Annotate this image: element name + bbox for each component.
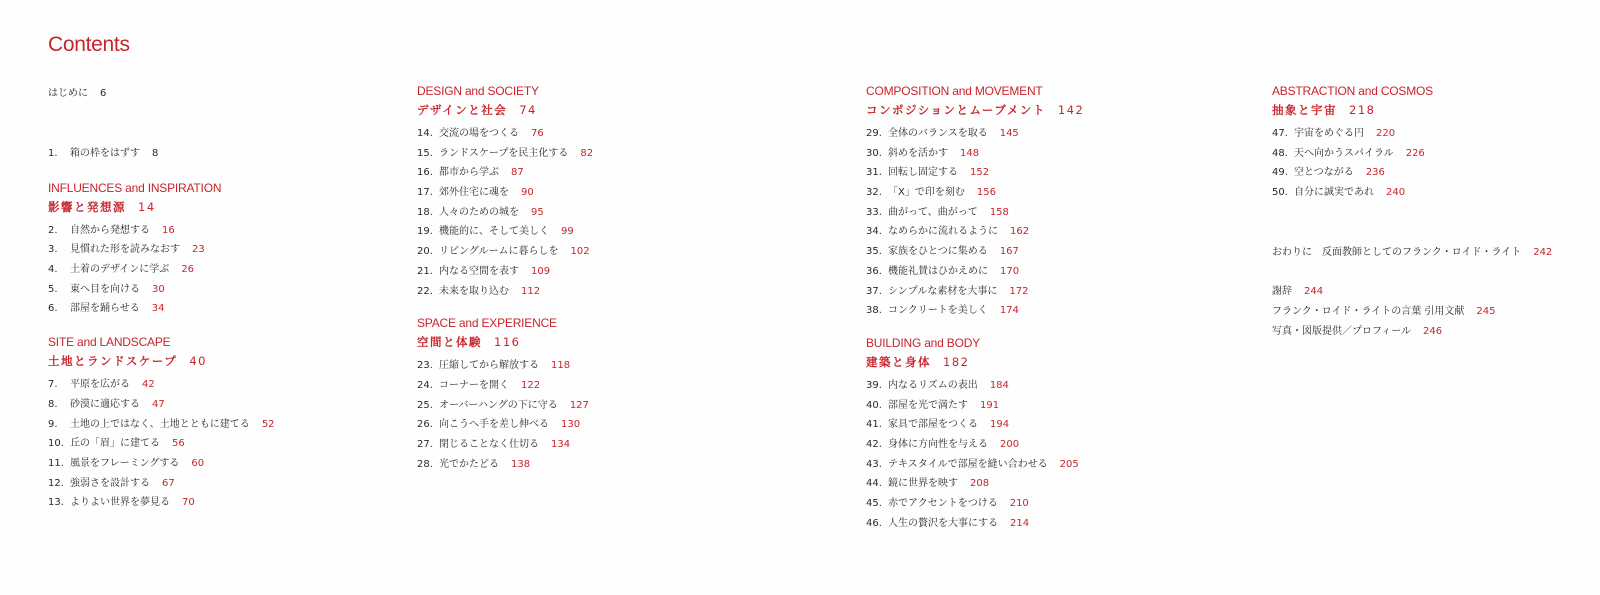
toc-entry[interactable] <box>1272 183 1552 203</box>
toc-entry[interactable] <box>866 435 1084 455</box>
entry-text: 丘の「眉」に建てる <box>70 438 160 450</box>
entry-page: 8 <box>152 148 159 159</box>
toc-entry[interactable] <box>866 514 1084 534</box>
toc-column-3 <box>866 84 1084 533</box>
toc-entry[interactable] <box>417 435 593 455</box>
section-title-jp[interactable]: 影響と発想源 14 <box>48 199 156 214</box>
entry-page: 60 <box>191 457 205 469</box>
toc-entry[interactable] <box>417 242 593 262</box>
toc-entry[interactable] <box>866 163 1084 183</box>
toc-entry[interactable] <box>866 144 1084 164</box>
entry-text: よりよい世界を夢見る <box>70 497 170 509</box>
entry-page: 102 <box>570 246 590 258</box>
entry-text: 「X」で印を刻む <box>888 187 965 199</box>
entry-page: 236 <box>1365 167 1385 179</box>
section-page: 182 <box>943 354 970 369</box>
entry-text: 見慣れた形を読みなおす <box>70 244 180 256</box>
entry-page: 184 <box>989 379 1009 391</box>
entry-number: 11. <box>48 457 64 469</box>
entry-number: 2. <box>48 224 58 236</box>
entry-number: 40. <box>866 399 882 411</box>
toc-entry[interactable] <box>417 356 593 376</box>
entry-number: 34. <box>866 226 882 238</box>
entry-text: 風景をフレーミングする <box>70 457 180 469</box>
entry-number: 50. <box>1272 187 1288 199</box>
entry-number: 28. <box>417 458 433 470</box>
entry-page: 47 <box>152 398 165 410</box>
entry-text: 人々のための城を <box>439 206 519 218</box>
entry-text: 斜めを活かす <box>888 147 948 159</box>
toc-column-4 <box>1272 84 1552 342</box>
entry-text: 回転し固定する <box>888 167 958 179</box>
entry-page: 109 <box>531 265 551 277</box>
toc-section <box>1272 84 1552 203</box>
entry-page: 118 <box>551 360 571 372</box>
toc-column-2 <box>417 84 593 474</box>
entry-number: 6. <box>48 303 58 315</box>
entry-number: 24. <box>417 379 433 391</box>
toc-entry[interactable] <box>48 240 275 260</box>
entry-page: 162 <box>1010 226 1030 238</box>
entry-number: 10. <box>48 438 64 450</box>
entry-text: 向こうへ手を差し伸べる <box>439 419 549 431</box>
entry-text: 機能礼賛はひかえめに <box>888 265 988 277</box>
entry-text: テキスタイルで部屋を縫い合わせる <box>888 458 1048 470</box>
page-title: Contents <box>48 33 130 56</box>
entry-page: 6 <box>100 88 107 99</box>
toc-entry[interactable] <box>48 260 275 280</box>
toc-entry[interactable] <box>417 124 593 144</box>
entry-page: 16 <box>162 224 175 236</box>
toc-entry[interactable] <box>48 375 275 395</box>
entry-text: 身体に方向性を与える <box>888 438 988 450</box>
entry-text: 宇宙をめぐる円 <box>1294 128 1364 139</box>
toc-entry[interactable] <box>866 262 1084 282</box>
entry-text: 家族をひとつに集める <box>888 246 988 258</box>
entry-text: 砂漠に適応する <box>70 398 140 410</box>
toc-entry-credits[interactable] <box>1272 322 1552 342</box>
section-title-en: INFLUENCES and INSPIRATION <box>48 180 222 195</box>
entry-page: 138 <box>511 458 531 470</box>
toc-entry[interactable] <box>866 376 1084 396</box>
entry-text: 圧縮してから解放する <box>439 360 539 372</box>
entry-number: 45. <box>866 498 882 509</box>
entry-text: 天へ向かうスパイラル <box>1294 147 1394 159</box>
entry-text: 自分に誠実であれ <box>1294 187 1374 199</box>
entry-text: なめらかに流れるように <box>888 226 998 238</box>
section-title-jp[interactable]: 抽象と宇宙 218 <box>1272 103 1376 117</box>
entry-number: 49. <box>1272 167 1288 179</box>
entry-number: 9. <box>48 418 58 430</box>
toc-entry[interactable] <box>417 222 593 242</box>
toc-entry[interactable] <box>417 376 593 396</box>
entry-number: 22. <box>417 285 433 297</box>
entry-text: 郊外住宅に魂を <box>439 187 509 199</box>
toc-entry[interactable] <box>417 455 593 475</box>
toc-entry[interactable] <box>48 474 275 494</box>
toc-section <box>48 335 275 513</box>
toc-entry[interactable] <box>866 415 1084 435</box>
entry-text: フランク・ロイド・ライトの言葉 引用文献 <box>1272 305 1465 317</box>
entry-number: 33. <box>866 206 882 218</box>
entry-page: 112 <box>521 285 541 297</box>
toc-entry[interactable] <box>417 203 593 223</box>
entry-number: 32. <box>866 187 882 199</box>
entry-text: 全体のバランスを取る <box>888 128 988 139</box>
entry-number: 41. <box>866 419 882 431</box>
section-title-en: COMPOSITION and MOVEMENT <box>866 84 1043 98</box>
entry-page: 122 <box>521 379 541 391</box>
toc-entry[interactable] <box>1272 144 1552 164</box>
entry-number: 38. <box>866 305 882 317</box>
entry-text: 交流の場をつくる <box>439 128 519 139</box>
entry-text: 曲がって、曲がって <box>888 206 978 218</box>
entry-number: 14. <box>417 128 433 139</box>
entry-number: 3. <box>48 244 58 256</box>
entry-text: 土地の上ではなく、土地とともに建てる <box>70 418 250 430</box>
entry-page: 130 <box>561 419 581 431</box>
entry-number: 47. <box>1272 128 1288 139</box>
toc-entry-thanks[interactable] <box>1272 282 1552 302</box>
toc-entry-quotes[interactable] <box>1272 302 1552 322</box>
toc-entry[interactable] <box>866 494 1084 514</box>
toc-entry[interactable] <box>417 396 593 416</box>
entry-page: 30 <box>152 283 165 295</box>
entry-number: 23. <box>417 360 433 372</box>
entry-number: 18. <box>417 206 433 218</box>
section-page: 40 <box>189 354 207 369</box>
entry-page: 246 <box>1423 325 1443 337</box>
toc-entry[interactable] <box>48 299 275 319</box>
section-title-jp[interactable]: 土地とランドスケープ 40 <box>48 354 207 369</box>
entry-number: 8. <box>48 398 58 410</box>
entry-number: 16. <box>417 167 433 179</box>
entry-page: 174 <box>999 305 1019 317</box>
entry-page: 148 <box>960 147 980 159</box>
toc-entry[interactable] <box>866 242 1084 262</box>
entry-number: 4. <box>48 264 58 276</box>
toc-entry[interactable] <box>866 222 1084 242</box>
toc-section <box>48 181 275 319</box>
entry-text: おわりに 反面教師としてのフランク・ロイド・ライト <box>1272 246 1522 258</box>
toc-entry[interactable] <box>417 163 593 183</box>
toc-entry[interactable] <box>1272 163 1552 183</box>
toc-entry[interactable] <box>48 434 275 454</box>
entry-text: 平原を広がる <box>70 379 130 391</box>
entry-number: 26. <box>417 419 433 431</box>
entry-text: 土着のデザインに学ぶ <box>70 264 170 276</box>
entry-page: 200 <box>1000 438 1020 450</box>
entry-number: 42. <box>866 438 882 450</box>
toc-entry[interactable] <box>866 282 1084 302</box>
entry-page: 76 <box>531 128 544 139</box>
section-page: 74 <box>519 103 537 117</box>
entry-text: 東へ目を向ける <box>70 283 140 295</box>
toc-entry[interactable] <box>866 183 1084 203</box>
entry-text: 人生の贅沢を大事にする <box>888 517 998 529</box>
entry-number: 21. <box>417 265 433 277</box>
section-title-en: SITE and LANDSCAPE <box>48 335 171 350</box>
entry-page: 205 <box>1059 458 1079 470</box>
toc-entry[interactable] <box>417 282 593 302</box>
entry-text: コンクリートを美しく <box>888 305 988 317</box>
entry-page: 99 <box>561 226 574 238</box>
toc-entry[interactable] <box>48 221 275 241</box>
entry-page: 220 <box>1376 128 1396 139</box>
toc-entry[interactable] <box>48 493 275 513</box>
entry-number: 1. <box>48 148 58 159</box>
entry-text: 内なる空間を表す <box>439 265 519 277</box>
section-title-jp[interactable]: デザインと社会 74 <box>417 103 537 117</box>
entry-page: 156 <box>976 187 996 199</box>
entry-number: 12. <box>48 477 64 489</box>
entry-number: 29. <box>866 128 882 139</box>
entry-number: 5. <box>48 283 58 295</box>
entry-text: ランドスケープを民主化する <box>439 147 569 159</box>
entry-number: 17. <box>417 187 433 199</box>
entry-page: 194 <box>990 419 1010 431</box>
toc-entry[interactable] <box>866 301 1084 321</box>
entry-page: 214 <box>1010 517 1030 529</box>
toc-entry[interactable] <box>48 395 275 415</box>
toc-entry[interactable] <box>866 396 1084 416</box>
entry-text: 部屋を光で満たす <box>888 399 968 411</box>
entry-page: 56 <box>172 438 185 450</box>
entry-page: 167 <box>999 246 1019 258</box>
toc-column-1 <box>48 84 275 513</box>
entry-page: 240 <box>1386 187 1406 199</box>
toc-entry[interactable] <box>417 262 593 282</box>
toc-entry[interactable] <box>417 415 593 435</box>
entry-page: 134 <box>551 438 571 450</box>
entry-page: 52 <box>261 418 275 430</box>
entry-page: 245 <box>1476 305 1496 317</box>
entry-text: 機能的に、そして美しく <box>439 226 549 238</box>
entry-text: 閉じることなく仕切る <box>439 438 539 450</box>
section-title-jp[interactable]: 空間と体験 116 <box>417 335 521 350</box>
section-title-en: SPACE and EXPERIENCE <box>417 316 557 331</box>
entry-text: 謝辞 <box>1272 285 1292 297</box>
entry-page: 191 <box>980 399 1000 411</box>
entry-number: 46. <box>866 517 882 529</box>
entry-number: 13. <box>48 497 64 509</box>
toc-entry[interactable] <box>866 124 1084 144</box>
entry-text: 空とつながる <box>1294 167 1354 179</box>
toc-entry[interactable] <box>866 203 1084 223</box>
entry-page: 170 <box>1000 265 1020 277</box>
toc-entry[interactable] <box>866 474 1084 494</box>
toc-entry-intro[interactable] <box>48 84 275 104</box>
entry-text: 光でかたどる <box>439 458 499 470</box>
entry-text: 内なるリズムの表出 <box>888 379 978 391</box>
section-page: 14 <box>138 199 156 214</box>
entry-text: 部屋を踊らせる <box>70 303 140 315</box>
entry-number: 37. <box>866 285 882 297</box>
entry-number: 19. <box>417 226 433 238</box>
entry-number: 35. <box>866 246 882 258</box>
entry-text: 強弱さを設計する <box>70 477 150 489</box>
toc-entry[interactable] <box>417 144 593 164</box>
section-title-en: DESIGN and SOCIETY <box>417 84 539 98</box>
entry-page: 87 <box>511 167 524 179</box>
toc-section <box>866 84 1084 321</box>
entry-text: 都市から学ぶ <box>439 167 499 179</box>
entry-number: 48. <box>1272 147 1288 159</box>
entry-text: はじめに <box>48 88 88 99</box>
section-title-en: BUILDING and BODY <box>866 335 980 350</box>
toc-entry[interactable] <box>417 183 593 203</box>
toc-entry[interactable] <box>48 280 275 300</box>
entry-text: リビングルームに暮らしを <box>439 246 559 258</box>
section-title-jp[interactable]: 建築と身体 182 <box>866 354 970 369</box>
entry-number: 36. <box>866 265 882 277</box>
entry-page: 70 <box>182 497 195 509</box>
toc-entry[interactable] <box>866 455 1084 475</box>
entry-page: 158 <box>989 206 1009 218</box>
entry-text: シンプルな素材を大事に <box>888 285 998 297</box>
entry-text: 未来を取り込む <box>439 285 509 297</box>
section-page: 142 <box>1057 103 1085 117</box>
section-page: 116 <box>494 335 521 350</box>
entry-number: 39. <box>866 379 882 391</box>
toc-section <box>866 336 1084 534</box>
entry-page: 90 <box>521 187 534 199</box>
entry-text: 家具で部屋をつくる <box>888 419 978 431</box>
entry-page: 244 <box>1304 285 1324 297</box>
entry-text: 赤でアクセントをつける <box>888 498 998 509</box>
section-page: 218 <box>1349 103 1376 117</box>
entry-text: オーバーハングの下に守る <box>439 399 558 411</box>
toc-section <box>417 316 593 474</box>
entry-page: 145 <box>999 128 1019 139</box>
entry-page: 95 <box>531 206 544 218</box>
section-title-jp[interactable]: コンポジションとムーブメント 142 <box>866 103 1085 117</box>
entry-number: 30. <box>866 147 882 159</box>
toc-entry[interactable] <box>48 144 275 164</box>
entry-number: 43. <box>866 458 882 470</box>
entry-page: 23 <box>192 244 205 256</box>
entry-text: コーナーを開く <box>439 379 509 391</box>
entry-page: 127 <box>569 399 589 411</box>
entry-number: 20. <box>417 246 433 258</box>
entry-page: 208 <box>970 478 990 490</box>
entry-page: 152 <box>970 167 990 179</box>
entry-page: 82 <box>580 147 594 159</box>
entry-page: 226 <box>1405 147 1425 159</box>
entry-page: 26 <box>181 264 195 276</box>
entry-page: 67 <box>162 477 175 489</box>
entry-text: 写真・図版提供／プロフィール <box>1272 325 1411 337</box>
section-title-en: ABSTRACTION and COSMOS <box>1272 84 1433 98</box>
entry-number: 7. <box>48 379 58 391</box>
entry-page: 42 <box>142 379 155 391</box>
entry-number: 15. <box>417 147 433 159</box>
entry-number: 25. <box>417 399 433 411</box>
entry-text: 鏡に世界を映す <box>888 478 958 490</box>
toc-entry[interactable] <box>1272 124 1552 144</box>
entry-page: 172 <box>1009 285 1029 297</box>
toc-entry[interactable] <box>48 415 275 435</box>
toc-section <box>417 84 593 301</box>
entry-page: 242 <box>1533 246 1553 258</box>
entry-number: 31. <box>866 167 882 179</box>
entry-number: 27. <box>417 438 433 450</box>
entry-page: 34 <box>151 303 165 315</box>
toc-entry-closing[interactable] <box>1272 243 1552 263</box>
toc-entry[interactable] <box>48 454 275 474</box>
entry-page: 210 <box>1009 498 1029 509</box>
entry-number: 44. <box>866 478 882 490</box>
entry-text: 自然から発想する <box>70 224 150 236</box>
entry-text: 箱の枠をはずす <box>70 148 140 159</box>
